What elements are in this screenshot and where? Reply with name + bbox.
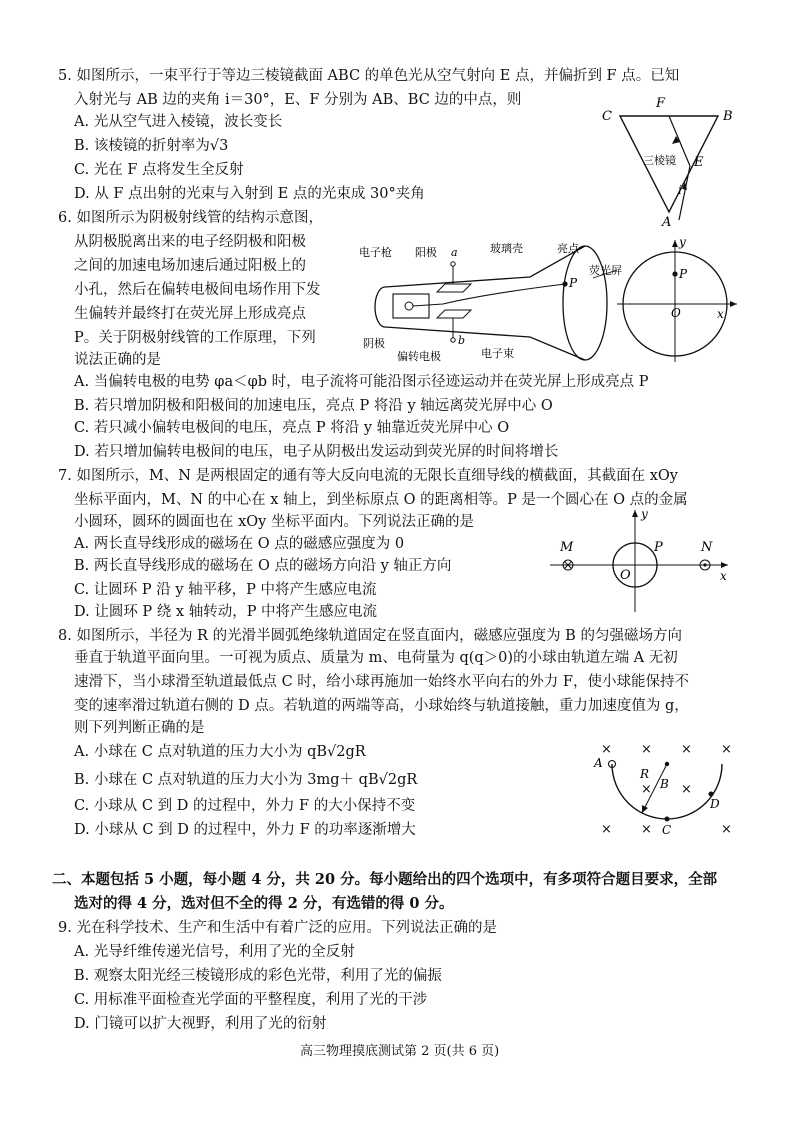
label-i: i — [678, 183, 682, 197]
x-arrow-icon — [721, 562, 728, 568]
label-deflect: 偏转电极 — [397, 350, 441, 363]
q7-stem-line2: 坐标平面内，M、N 的中心在 x 轴上，到坐标原点 O 的距离相等。P 是一个圆心在 O 点的金属 — [74, 492, 688, 508]
label-b: B — [723, 109, 733, 124]
terminal-b-icon — [451, 338, 455, 342]
electron-gun-icon — [393, 294, 429, 318]
upper-plate-icon — [437, 284, 471, 292]
q5-stem-line2: 入射光与 AB 边的夹角 i＝30°，E、F 分别为 AB、BC 边的中点，则 — [74, 92, 522, 108]
q8-option-c: C. 小球从 C 到 D 的过程中，外力 F 的大小保持不变 — [74, 798, 416, 814]
q5-prism-figure — [590, 94, 750, 230]
field-cross-icon: × — [601, 822, 612, 837]
label-c: C — [602, 109, 612, 124]
label-r: R — [640, 767, 650, 781]
label-a: a — [451, 246, 458, 259]
q7-option-a: A. 两长直导线形成的磁场在 O 点的磁感应强度为 0 — [74, 536, 405, 552]
q9-option-a: A. 光导纤维传递光信号，利用了光的全反射 — [74, 944, 355, 960]
label-prism: 三棱镜 — [643, 154, 676, 167]
q6-stem-line3: 之间的加速电场加速后通过阳极上的 — [74, 258, 306, 274]
q6-option-b: B. 若只增加阴极和阳极间的加速电压，亮点 P 将沿 y 轴远离荧光屏中心 O — [74, 398, 553, 414]
label-beam: 电子束 — [481, 347, 514, 360]
section2-line2: 选对的得 4 分，选对但不全的得 2 分，有选错的得 0 分。 — [74, 895, 454, 912]
label-gun: 电子枪 — [359, 246, 392, 259]
q6-stem-line4: 小孔，然后在偏转电极间电场作用下发 — [74, 282, 321, 298]
q8-stem-line3: 速滑下，当小球滑至轨道最低点 C 时，给小球再施加一始终水平向右的外力 F，使小球能保持不 — [74, 674, 689, 690]
q7-option-b: B. 两长直导线形成的磁场在 O 点的磁场方向沿 y 轴正方向 — [74, 558, 452, 574]
label-d: D — [710, 797, 720, 811]
label-x: x — [720, 569, 727, 583]
q7-option-d: D. 让圆环 P 绕 x 轴转动，P 中将产生感应电流 — [74, 604, 378, 620]
label-c: C — [662, 823, 672, 837]
q6-stem-line7: 说法正确的是 — [74, 352, 161, 368]
q6-stem-line6: P。关于阴极射线管的工作原理，下列 — [74, 330, 316, 346]
label-cathode: 阴极 — [363, 337, 385, 350]
q8-stem-line4: 变的速率滑过轨道右侧的 D 点。若轨道的两端等高，小球始终与轨道接触，重力加速度值为 g， — [74, 698, 689, 714]
q8-stem-line2: 垂直于轨道平面向里。一可视为质点、质量为 m、电荷量为 q(q＞0)的小球由轨道左端 A 无初 — [74, 650, 678, 666]
q5-option-d: D. 从 F 点出射的光束与入射到 E 点的光束成 30°夹角 — [74, 186, 425, 202]
electron-beam-path — [413, 284, 565, 306]
label-o: O — [620, 568, 631, 583]
x-arrow-icon — [730, 301, 737, 307]
label-b: B — [660, 777, 669, 791]
q7-option-c: C. 让圆环 P 沿 y 轴平移，P 中将产生感应电流 — [74, 582, 377, 598]
tube-end-icon — [375, 287, 385, 327]
label-spot: 亮点 — [557, 242, 579, 255]
screen-spot-icon — [672, 271, 677, 276]
label-p2: P — [679, 267, 688, 281]
q6-option-a: A. 当偏转电极的电势 φa＜φb 时，电子流将可能沿图示径迹运动并在荧光屏上形成亮点 P — [74, 374, 649, 390]
field-cross-icon: × — [641, 742, 652, 757]
field-cross-icon: × — [721, 822, 732, 837]
field-cross-icon: × — [681, 742, 692, 757]
page-footer: 高三物理摸底测试第 2 页(共 6 页) — [300, 1044, 500, 1059]
q6-stem-line5: 生偏转并最终打在荧光屏上形成亮点 — [74, 306, 306, 322]
q6-stem-line2: 从阴极脱离出来的电子经阴极和阳极 — [74, 234, 306, 250]
field-cross-icon: × — [681, 782, 692, 797]
q7-stem-line1: 7. 如图所示，M、N 是两根固定的通有等大反向电流的无限长直细导线的横截面，其截面在 xOy — [58, 468, 678, 484]
q7-wire-figure — [550, 508, 735, 618]
y-arrow-icon — [672, 240, 678, 247]
label-o: O — [671, 306, 681, 320]
field-cross-icon: × — [721, 742, 732, 757]
point-d-icon — [709, 792, 714, 797]
label-x: x — [717, 307, 724, 321]
label-m: M — [560, 540, 574, 555]
label-y: y — [641, 507, 648, 521]
q9-stem: 9. 光在科学技术、生产和生活中有着广泛的应用。下列说法正确的是 — [58, 920, 497, 936]
label-n: N — [701, 540, 713, 555]
terminal-a-icon — [451, 262, 455, 266]
q6-option-c: C. 若只减小偏转电极间的电压，亮点 P 将沿 y 轴靠近荧光屏中心 O — [74, 420, 510, 436]
label-a: A — [662, 215, 672, 230]
q9-option-c: C. 用标准平面检查光学面的平整程度，利用了光的干涉 — [74, 992, 428, 1008]
q6-crt-figure — [355, 232, 740, 372]
label-glass: 玻璃壳 — [490, 242, 523, 255]
q8-stem-line1: 8. 如图所示，半径为 R 的光滑半圆弧绝缘轨道固定在竖直面内，磁感应强度为 B 的匀强磁场方向 — [58, 628, 682, 644]
q8-option-b: B. 小球在 C 点对轨道的压力大小为 3mg＋ qB√2gR — [74, 772, 418, 788]
label-a: A — [594, 756, 603, 770]
field-cross-icon: × — [601, 742, 612, 757]
label-b: b — [458, 334, 466, 347]
q5-stem-line1: 5. 如图所示，一束平行于等边三棱镜截面 ABC 的单色光从空气射向 E 点，并偏折到 F 点。已知 — [58, 68, 680, 84]
y-arrow-icon — [632, 510, 638, 517]
q9-option-b: B. 观察太阳光经三棱镜形成的彩色光带，利用了光的偏振 — [74, 968, 442, 984]
q5-option-a: A. 光从空气进入棱镜，波长变长 — [74, 114, 283, 130]
q8-option-d: D. 小球从 C 到 D 的过程中，外力 F 的功率逐渐增大 — [74, 822, 416, 838]
label-y: y — [679, 235, 686, 249]
q7-stem-line3: 小圆环，圆环的圆面也在 xOy 坐标平面内。下列说法正确的是 — [74, 514, 474, 530]
q6-option-d: D. 若只增加偏转电极间的电压，电子从阴极出发运动到荧光屏的时间将增长 — [74, 444, 559, 460]
q6-stem-line1: 6. 如图所示为阴极射线管的结构示意图， — [58, 210, 323, 226]
q8-option-a: A. 小球在 C 点对轨道的压力大小为 qB√2gR — [74, 744, 366, 760]
q5-option-c: C. 光在 F 点将发生全反射 — [74, 162, 244, 178]
label-e: E — [694, 155, 704, 170]
anode-hole-icon — [405, 302, 413, 310]
label-f: F — [656, 96, 666, 111]
label-screen: 荧光屏 — [589, 264, 622, 277]
q5-option-b: B. 该棱镜的折射率为√3 — [74, 138, 229, 154]
section2-line1: 二、本题包括 5 小题，每小题 4 分，共 20 分。每小题给出的四个选项中，有多项符合题目要求，全部 — [52, 871, 718, 888]
out-of-page-dot-icon — [703, 563, 706, 566]
q8-track-figure — [588, 736, 738, 836]
field-cross-icon: × — [641, 822, 652, 837]
bright-spot-icon — [562, 281, 567, 286]
semicircle-track — [612, 764, 722, 819]
q9-option-d: D. 门镜可以扩大视野，利用了光的衍射 — [74, 1016, 327, 1032]
lower-plate-icon — [437, 310, 471, 318]
label-p: P — [654, 540, 663, 555]
label-anode: 阳极 — [415, 246, 437, 259]
field-cross-icon: × — [641, 782, 652, 797]
point-c-icon — [665, 817, 670, 822]
label-p: P — [569, 276, 578, 290]
glass-tube-outline — [385, 246, 585, 360]
q8-stem-line5: 则下列判断正确的是 — [74, 720, 205, 736]
